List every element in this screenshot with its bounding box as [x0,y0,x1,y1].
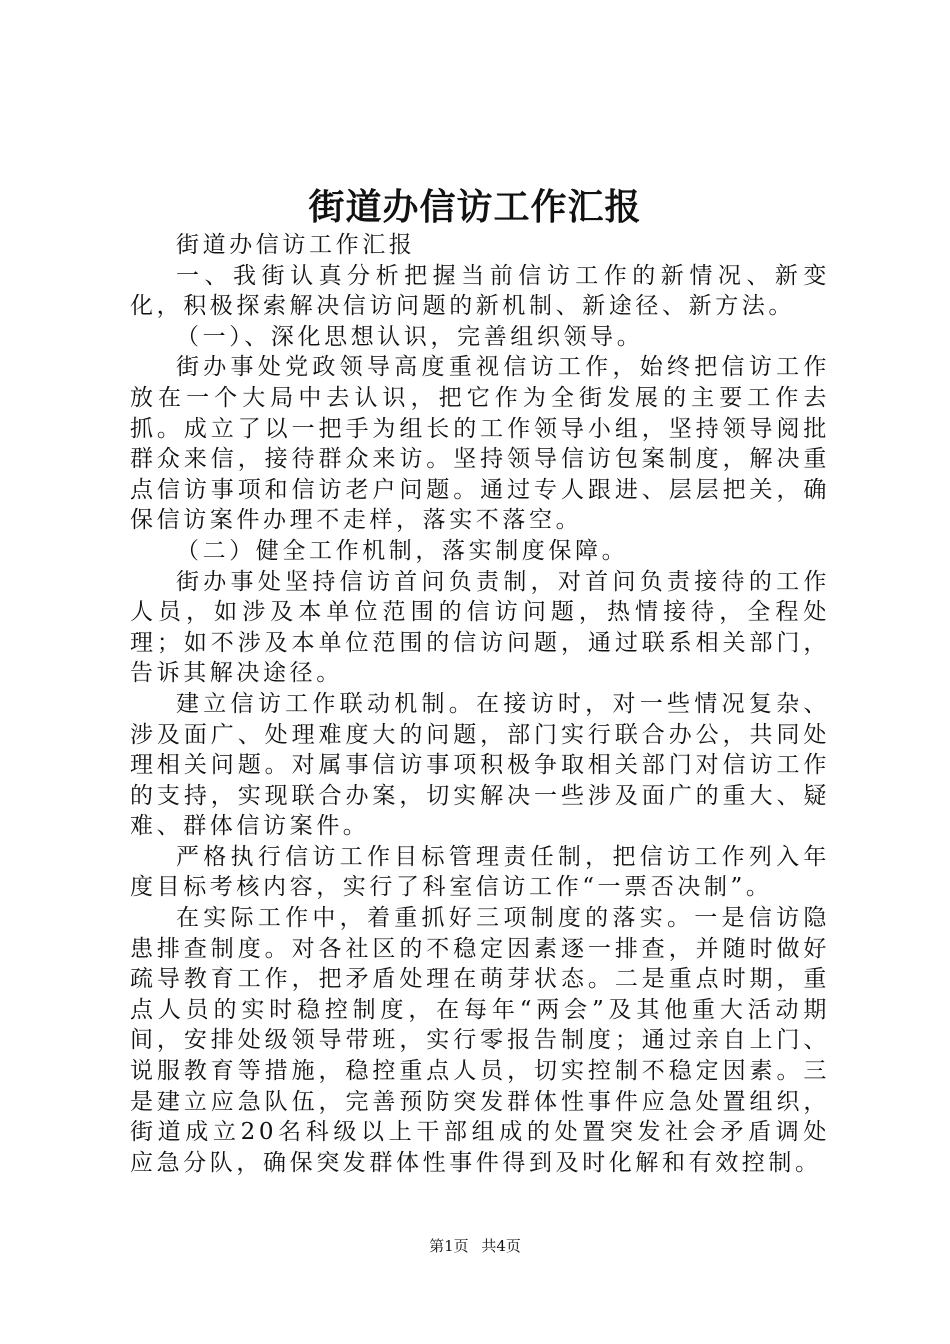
document-body [130,230,830,1178]
page-total: 共4页 [481,1237,521,1255]
page-footer [0,1236,950,1256]
paragraph-subtitle: 街道办信访工作汇报 [176,232,416,258]
paragraph-body: 街办事处党政领导高度重视信访工作，始终把信访工作放在一个大局中去认识，把它作为全街发展的主要工作去抓。成立了以一把手为组长的工作领导小组，坚持领导阅批群众来信，接待群众来访。坚持领导信访包案制度，解决重点信访事项和信访老户问题。通过专人跟进、层层把关，确保信访案件办理不走样，落实不落空。 [130,354,830,534]
paragraph-body: 街办事处坚持信访首问负责制，对首问负责接待的工作人员，如涉及本单位范围的信访问题，热情接待，全程处理；如不涉及本单位范围的信访问题，通过联系相关部门，告诉其解决途径。 [130,568,830,687]
paragraph-body: 严格执行信访工作目标管理责任制，把信访工作列入年度目标考核内容，实行了科室信访工作“一票否决制”。 [130,843,830,901]
page-number: 第1页 [429,1237,469,1255]
document-title: 街道办信访工作汇报 [308,186,642,228]
paragraph-body: 在实际工作中，着重抓好三项制度的落实。一是信访隐患排查制度。对各社区的不稳定因素逐一排查，并随时做好疏导教育工作，把矛盾处理在萌芽状态。二是重点时期，重点人员的实时稳控制度，在每年“两会”及其他重大活动期间，安排处级领导带班，实行零报告制度；通过亲自上门、说服教育等措施，稳控重点人员，切实控制不稳定因素。三是建立应急队伍，完善预防突发群体性事件应急处置组织，街道成立20名科级以上干部组成的处置突发社会矛盾调处应急分队，确保突发群体性事件得到及时化解和有效控制。 [130,905,830,1176]
paragraph-heading-1: （一）、深化思想认识，完善组织领导。 [176,323,644,350]
paragraph-section-1: 一、我街认真分析把握当前信访工作的新情况、新变化，积极探索解决信访问题的新机制、新途径、新方法。 [130,262,830,320]
paragraph-heading-2: （二）健全工作机制，落实制度保障。 [176,537,629,564]
paragraph-body: 建立信访工作联动机制。在接访时，对一些情况复杂、涉及面广、处理难度大的问题，部门实行联合办公，共同处理相关问题。对属事信访事项积极争取相关部门对信访工作的支持，实现联合办案，切实解决一些涉及面广的重大、疑难、群体信访案件。 [130,690,830,840]
